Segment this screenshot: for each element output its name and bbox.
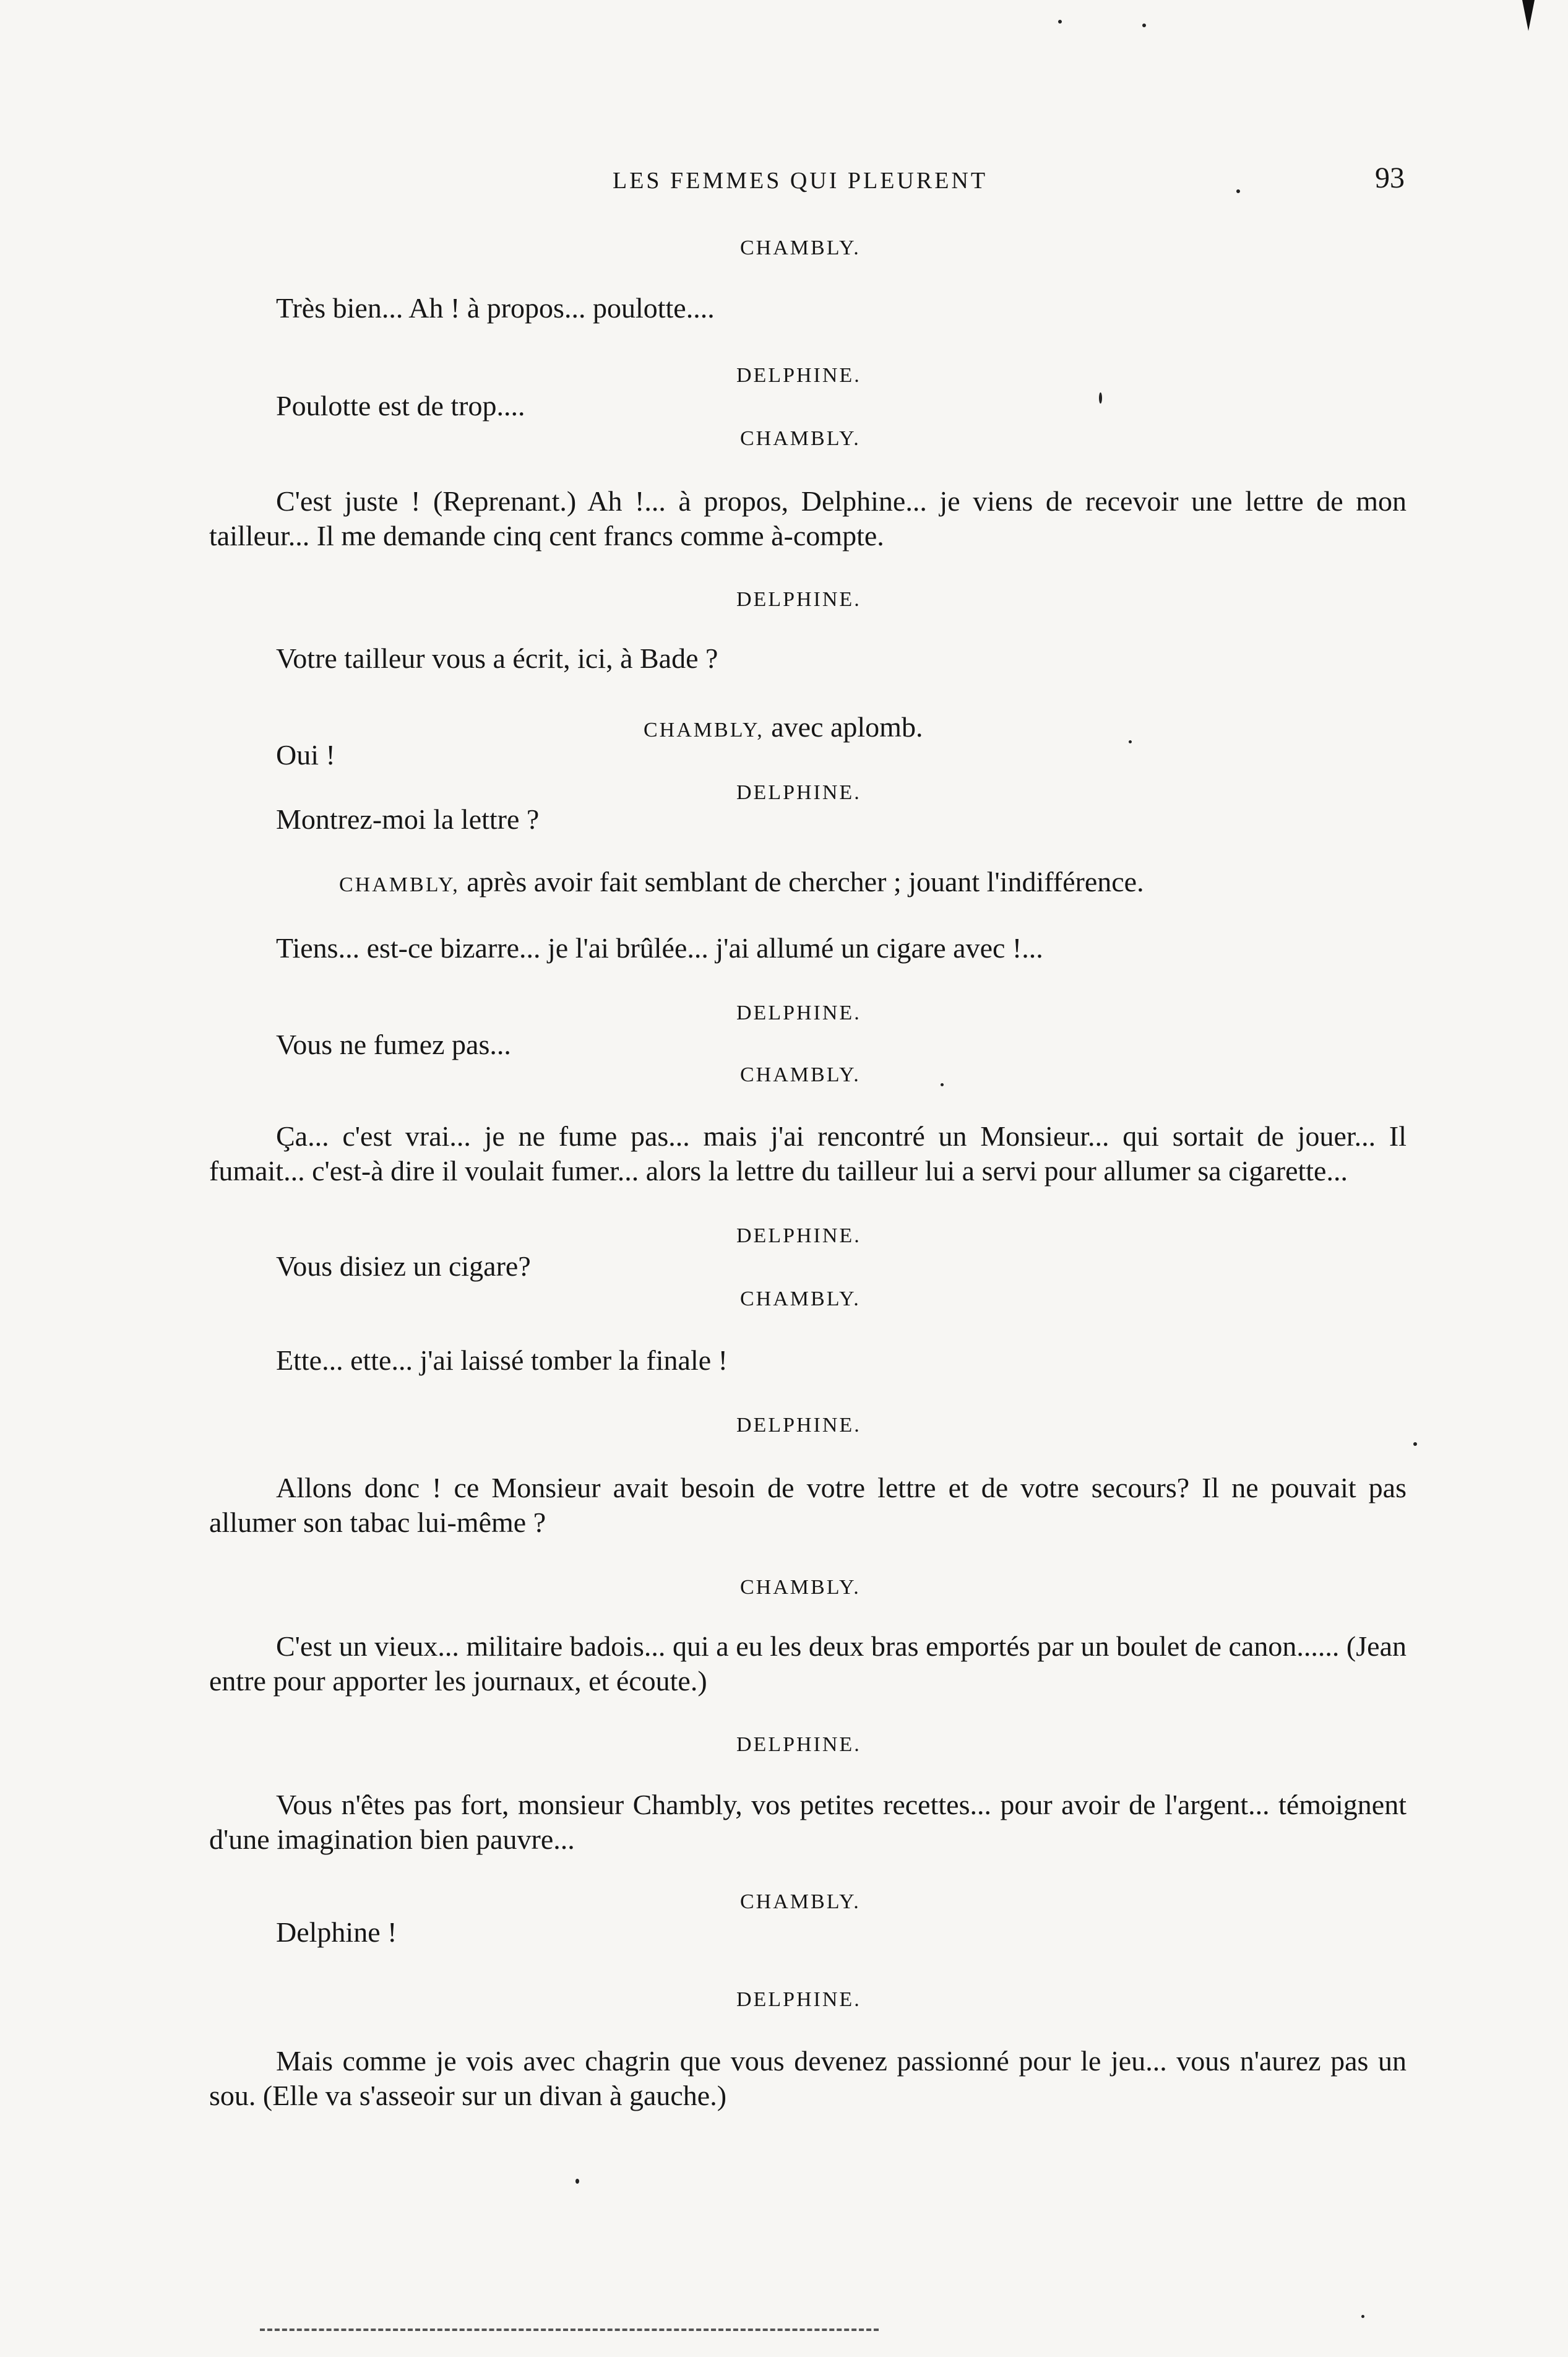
running-title: LES FEMMES QUI PLEURENT <box>613 168 988 194</box>
speech-paragraph: Allons donc ! ce Monsieur avait besoin de votre lettre et de votre secours? Il ne pouvait pas allumer son tabac lui-même ? <box>209 1472 1406 1538</box>
speech-line: Vous ne fumez pas... <box>276 1029 511 1060</box>
scan-artifact-rule <box>260 2329 879 2331</box>
scan-speck <box>1413 1442 1417 1446</box>
speech-paragraph: Vous n'êtes pas fort, monsieur Chambly, vos petites recettes... pour avoir de l'argent... témoignent d'une imagination bien pauvre... <box>209 1789 1406 1855</box>
speaker-label: CHAMBLY. <box>740 1890 861 1913</box>
scan-speck <box>1058 20 1062 24</box>
speaker-label: DELPHINE. <box>736 364 861 387</box>
page-header <box>0 162 1568 204</box>
page-number: 93 <box>1375 162 1405 194</box>
speech-paragraph: Ça... c'est vrai... je ne fume pas... mais j'ai rencontré un Monsieur... qui sortait de jouer... Il fumait... c'est-à dire il voulait fumer... alors la lettre du tailleur lui a servi pour allumer sa cigarette... <box>209 1120 1406 1187</box>
speech-paragraph: C'est un vieux... militaire badois... qui a eu les deux bras emportés par un boulet de canon...... (Jean entre pour apporter les journaux, et écoute.) <box>209 1630 1406 1697</box>
speaker-label: DELPHINE. <box>736 1733 861 1756</box>
speaker-label: CHAMBLY. <box>740 1576 861 1599</box>
speech-paragraph: C'est juste ! (Reprenant.) Ah !... à propos, Delphine... je viens de recevoir une lettre de mon tailleur... Il me demande cinq cent francs comme à-compte. <box>209 485 1406 551</box>
scan-speck <box>941 1083 944 1086</box>
speech-line: Votre tailleur vous a écrit, ici, à Bade ? <box>276 642 718 674</box>
speaker-with-direction <box>339 865 1144 898</box>
speech-line: Delphine ! <box>276 1916 397 1948</box>
speaker-label: DELPHINE. <box>736 1001 861 1024</box>
speaker-label: CHAMBLY. <box>740 1287 861 1310</box>
speaker-label: DELPHINE. <box>736 781 861 804</box>
scan-speck <box>1142 24 1146 27</box>
speech-line: Ette... ette... j'ai laissé tomber la finale ! <box>276 1344 728 1376</box>
speaker-label: DELPHINE. <box>736 588 861 611</box>
speech-line: Montrez-moi la lettre ? <box>276 803 540 835</box>
speaker-label: DELPHINE. <box>736 1224 861 1247</box>
speaker-label: CHAMBLY. <box>740 236 861 259</box>
speaker-label: CHAMBLY, <box>339 873 460 896</box>
speaker-label: CHAMBLY. <box>740 1063 861 1086</box>
speech-paragraph: Mais comme je vois avec chagrin que vous devenez passionné pour le jeu... vous n'aurez pas un sou. (Elle va s'asseoir sur un divan à gauche.) <box>209 2045 1406 2111</box>
speech-line: Tiens... est-ce bizarre... je l'ai brûlée... j'ai allumé un cigare avec !... <box>276 932 1043 964</box>
scan-speck <box>1129 740 1132 743</box>
corner-mark <box>1522 0 1535 31</box>
scan-speck <box>1099 392 1102 404</box>
speaker-with-direction <box>644 711 923 743</box>
scan-speck <box>1236 189 1240 193</box>
speaker-label: DELPHINE. <box>736 1414 861 1437</box>
stage-direction: avec aplomb. <box>764 711 923 743</box>
speech-line: Oui ! <box>276 739 335 771</box>
speech-line: Très bien... Ah ! à propos... poulotte.... <box>276 292 715 324</box>
speaker-label: CHAMBLY, <box>644 719 764 742</box>
speaker-label: DELPHINE. <box>736 1988 861 2011</box>
speech-line: Vous disiez un cigare? <box>276 1250 531 1282</box>
scan-speck <box>1361 2315 1364 2318</box>
stage-direction: après avoir fait semblant de chercher ; jouant l'indifférence. <box>459 866 1144 897</box>
scan-speck <box>575 2179 579 2184</box>
speech-line: Poulotte est de trop.... <box>276 390 525 422</box>
speaker-label: CHAMBLY. <box>740 427 861 450</box>
